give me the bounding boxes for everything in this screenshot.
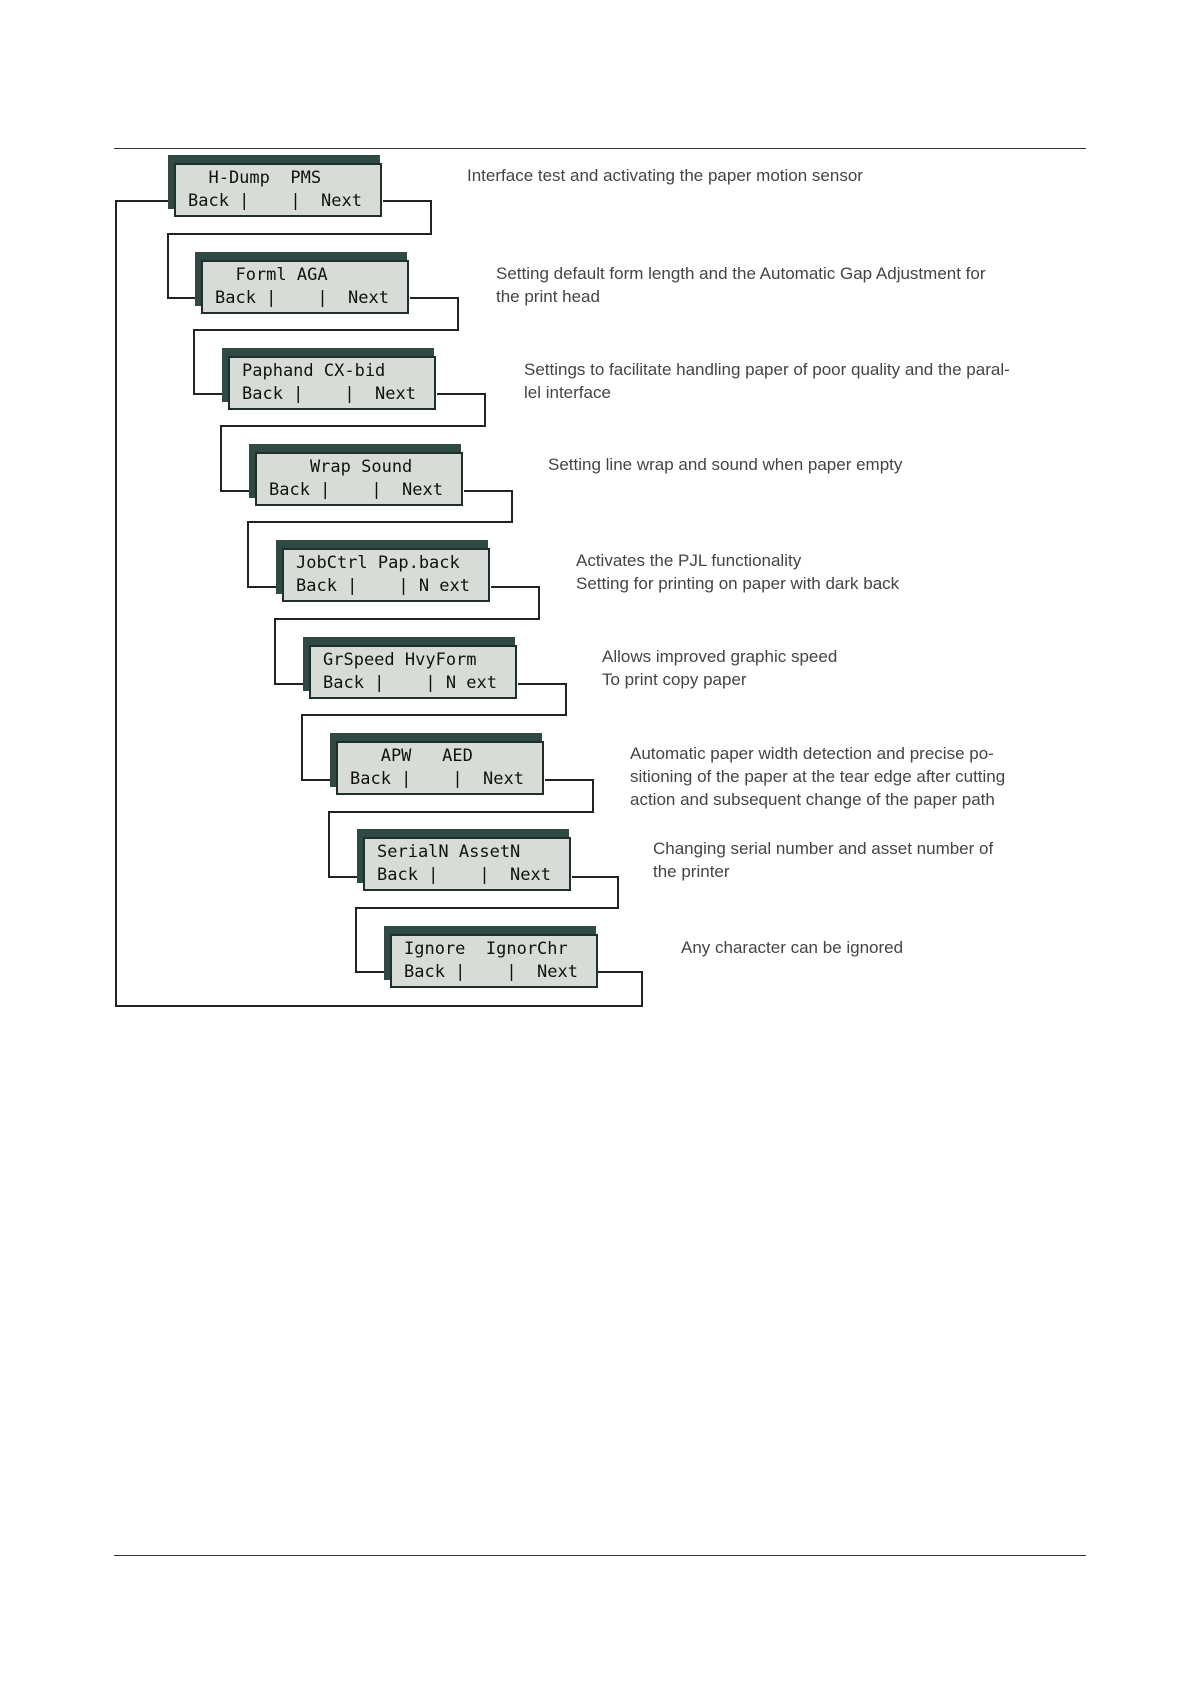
lcd-line-1: H-Dump PMS	[188, 168, 322, 188]
lcd-screen	[363, 837, 571, 891]
step-description-9	[681, 936, 1191, 959]
lcd-display-step-2	[195, 252, 407, 306]
lcd-screen	[390, 934, 598, 988]
lcd-screen	[255, 452, 463, 506]
description-line: Setting for printing on paper with dark back	[576, 574, 900, 593]
lcd-screen	[174, 163, 382, 217]
step-description-6	[602, 645, 1122, 691]
lcd-display-step-7	[330, 733, 542, 787]
lcd-line-1: Forml AGA	[215, 265, 328, 285]
lcd-line-2: Back | | N ext	[323, 673, 497, 693]
description-line: Activates the PJL functionality	[576, 551, 802, 570]
description-line: Automatic paper width detection and precise po-	[630, 744, 994, 763]
lcd-screen	[282, 548, 490, 602]
step-description-1	[467, 164, 987, 187]
lcd-screen	[336, 741, 544, 795]
lcd-line-1: APW AED	[350, 746, 473, 766]
lcd-line-1: Wrap Sound	[269, 457, 413, 477]
description-line: the printer	[653, 862, 730, 881]
lcd-line-2: Back | | Next	[377, 865, 551, 885]
description-line: Settings to facilitate handling paper of poor quality and the paral-	[524, 360, 1010, 379]
step-description-2	[496, 262, 1016, 308]
description-line: Any character can be ignored	[681, 938, 904, 957]
description-line: Changing serial number and asset number of	[653, 839, 994, 858]
step-description-5	[576, 549, 1096, 595]
lcd-line-1: JobCtrl Pap.back	[296, 553, 460, 573]
lcd-screen	[309, 645, 517, 699]
lcd-line-2: Back | | Next	[404, 962, 578, 982]
description-line: Setting default form length and the Automatic Gap Adjustment for	[496, 264, 986, 283]
lcd-display-step-5	[276, 540, 488, 594]
description-line: the print head	[496, 287, 600, 306]
step-description-7	[630, 742, 1150, 811]
lcd-line-2: Back | | Next	[188, 191, 362, 211]
lcd-line-2: Back | | Next	[242, 384, 416, 404]
description-line: Interface test and activating the paper motion sensor	[467, 166, 863, 185]
lcd-line-1: Paphand CX-bid	[242, 361, 386, 381]
lcd-screen	[201, 260, 409, 314]
lcd-line-2: Back | | Next	[215, 288, 389, 308]
lcd-display-step-1	[168, 155, 380, 209]
lcd-display-step-6	[303, 637, 515, 691]
lcd-line-1: SerialN AssetN	[377, 842, 521, 862]
lcd-display-step-3	[222, 348, 434, 402]
description-line: To print copy paper	[602, 670, 747, 689]
lcd-line-2: Back | | N ext	[296, 576, 470, 596]
description-line: sitioning of the paper at the tear edge after cutting	[630, 767, 1006, 786]
lcd-display-step-4	[249, 444, 461, 498]
step-description-3	[524, 358, 1044, 404]
step-description-4	[548, 453, 1068, 476]
lcd-display-step-9	[384, 926, 596, 980]
lcd-screen	[228, 356, 436, 410]
description-line: lel interface	[524, 383, 611, 402]
lcd-line-2: Back | | Next	[269, 480, 443, 500]
lcd-line-1: Ignore IgnorChr	[404, 939, 568, 959]
step-description-8	[653, 837, 1173, 883]
lcd-line-2: Back | | Next	[350, 769, 524, 789]
lcd-display-step-8	[357, 829, 569, 883]
description-line: Allows improved graphic speed	[602, 647, 838, 666]
lcd-line-1: GrSpeed HvyForm	[323, 650, 477, 670]
description-line: action and subsequent change of the paper path	[630, 790, 995, 809]
description-line: Setting line wrap and sound when paper empty	[548, 455, 903, 474]
